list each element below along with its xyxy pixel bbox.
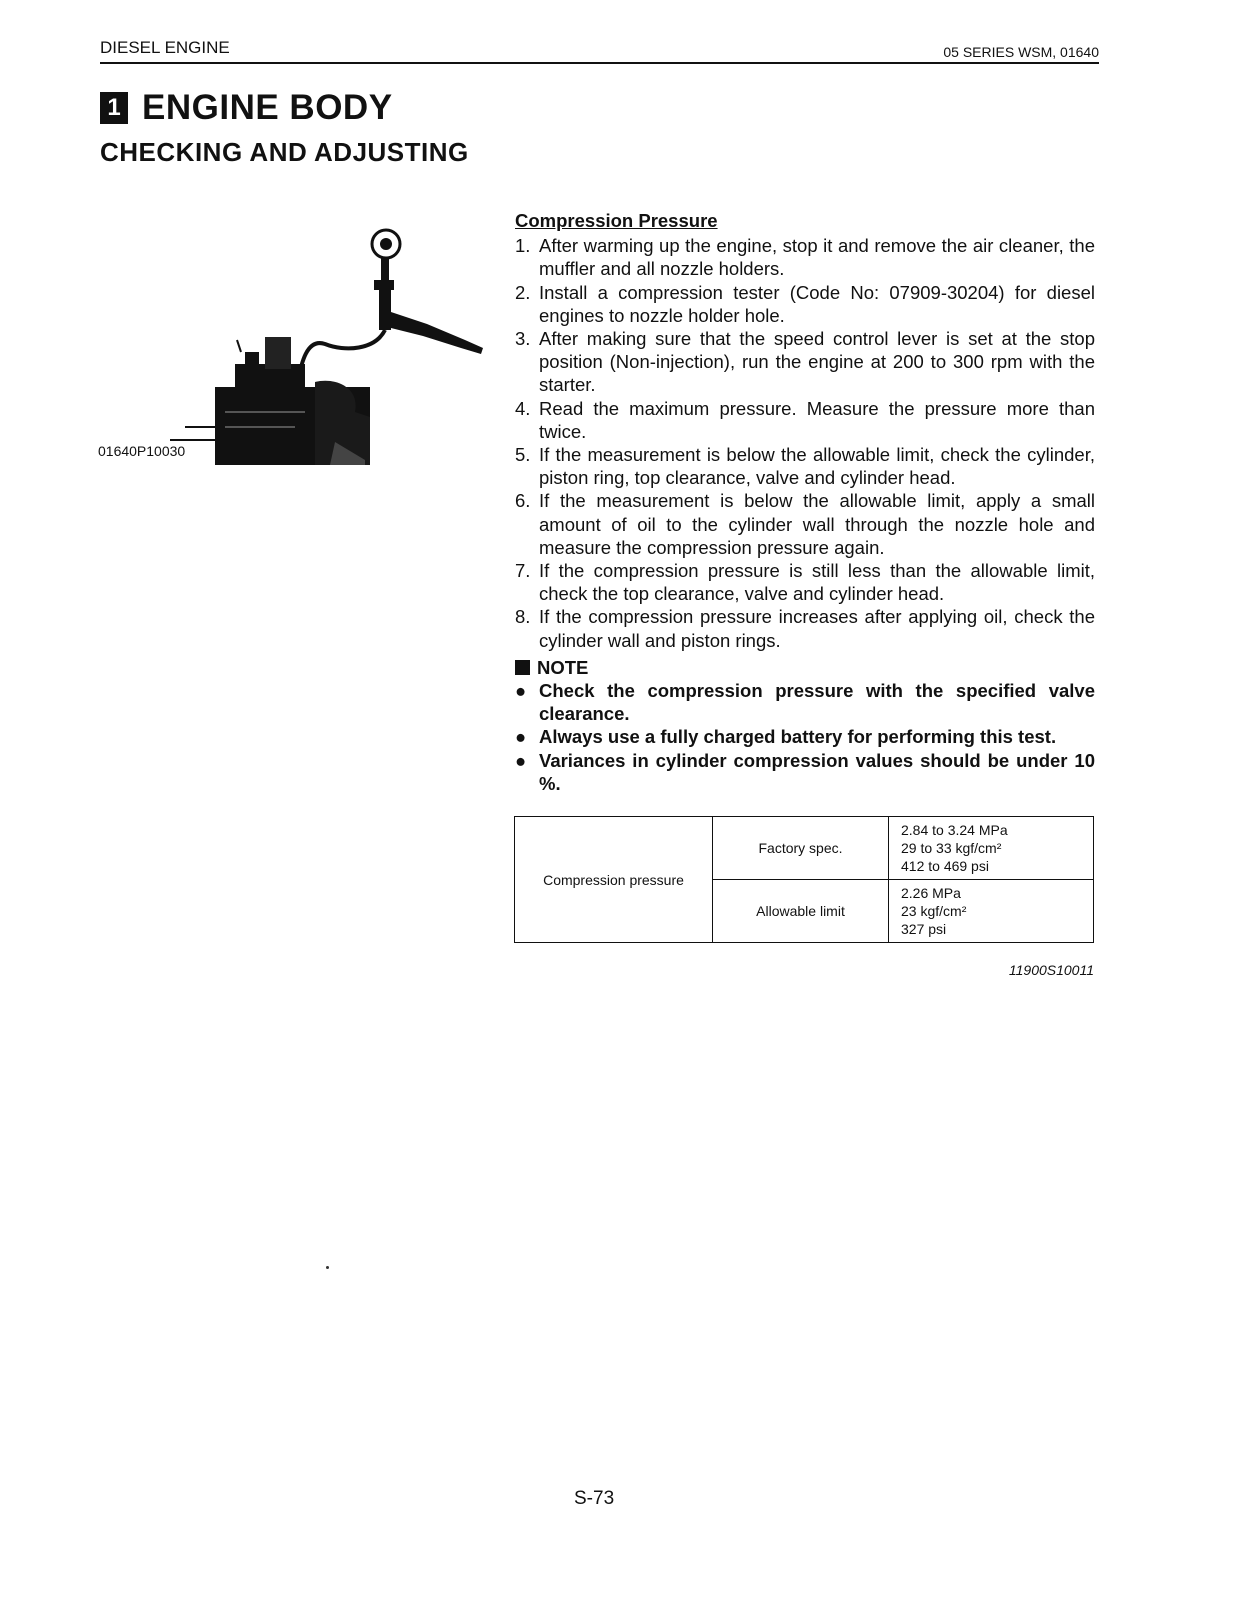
note-label: NOTE xyxy=(537,656,589,678)
procedure-step: 3. After making sure that the speed control lever is set at the stop position (Non-injection), run the engine at 200 to 300 rpm with the starter. xyxy=(515,328,1095,396)
page-number: S-73 xyxy=(574,1488,615,1509)
spec-table xyxy=(514,816,1094,943)
header-manual-section: DIESEL ENGINE xyxy=(100,38,230,57)
section-heading xyxy=(100,88,393,128)
note-square-icon xyxy=(515,660,530,675)
spec-item-cell: Compression pressure xyxy=(515,817,713,943)
bullet-icon: ● xyxy=(515,749,527,771)
procedure-step: 1. After warming up the engine, stop it and remove the air cleaner, the muffler and all nozzle holders. xyxy=(515,235,1095,280)
compression-tester-illustration xyxy=(165,212,490,474)
stray-dot xyxy=(326,1266,329,1269)
bullet-icon: ● xyxy=(515,680,527,702)
header-manual-code: 05 SERIES WSM, 01640 xyxy=(943,44,1099,60)
procedure-heading: Compression Pressure xyxy=(515,210,718,231)
allowable-limit-values: 2.26 MPa 23 kgf/cm² 327 psi xyxy=(889,880,1094,943)
procedure-steps xyxy=(515,234,1095,652)
header-rule xyxy=(100,62,1099,64)
note-item: ● Variances in cylinder compression values should be under 10 %. xyxy=(515,749,1095,794)
note-item: ● Check the compression pressure with the specified valve clearance. xyxy=(515,680,1095,725)
note-item: ● Always use a fully charged battery for performing this test. xyxy=(515,726,1057,748)
section-subtitle: CHECKING AND ADJUSTING xyxy=(100,137,469,167)
table-row xyxy=(515,817,1094,880)
section-title: ENGINE BODY xyxy=(142,88,393,127)
section-number: 1 xyxy=(100,92,128,124)
figure-code: 01640P10030 xyxy=(98,443,186,459)
note-heading xyxy=(515,656,1095,679)
procedure-step: 8. If the compression pressure increases after applying oil, check the cylinder wall and piston rings. xyxy=(515,606,1095,651)
factory-spec-values: 2.84 to 3.24 MPa 29 to 33 kgf/cm² 412 to 469 psi xyxy=(889,817,1094,880)
note-list xyxy=(515,679,1095,795)
allowable-limit-label: Allowable limit xyxy=(713,880,889,943)
factory-spec-label: Factory spec. xyxy=(713,817,889,880)
procedure-step: 6. If the measurement is below the allowable limit, apply a small amount of oil to the cylinder wall through the nozzle hole and measure the compression pressure again. xyxy=(515,490,1095,558)
procedure-step: 2. Install a compression tester (Code No: 07909-30204) for diesel engines to nozzle holder hole. xyxy=(515,281,1095,326)
reference-code: 11900S10011 xyxy=(1008,962,1094,978)
procedure-step: 4. Read the maximum pressure. Measure the pressure more than twice. xyxy=(515,397,1095,442)
procedure-step: 7. If the compression pressure is still less than the allowable limit, check the top clearance, valve and cylinder head. xyxy=(515,560,1095,605)
bullet-icon: ● xyxy=(515,726,527,748)
procedure-content xyxy=(515,209,1095,795)
procedure-step: 5. If the measurement is below the allowable limit, check the cylinder, piston ring, top clearance, valve and cylinder head. xyxy=(515,444,1095,489)
